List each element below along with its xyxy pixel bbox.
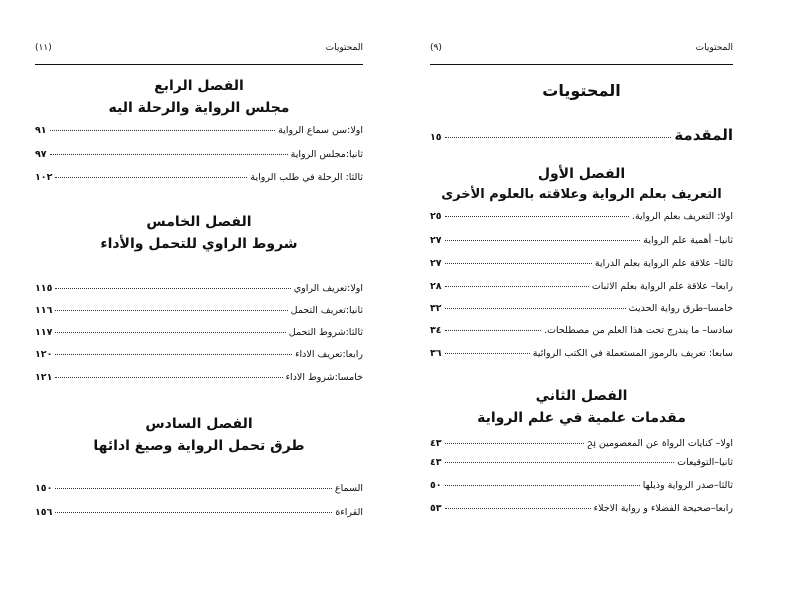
toc-entry[interactable] bbox=[35, 305, 363, 319]
dot-leader bbox=[445, 137, 672, 138]
toc-entry[interactable] bbox=[430, 434, 733, 448]
toc-entry[interactable] bbox=[35, 125, 363, 139]
dot-leader bbox=[55, 488, 332, 489]
toc-entry[interactable] bbox=[430, 258, 733, 272]
left-page bbox=[35, 0, 363, 602]
toc-entry[interactable] bbox=[35, 372, 363, 386]
page-header bbox=[430, 43, 733, 57]
toc-entry-introduction[interactable] bbox=[430, 126, 733, 146]
entry-page: ٣٦ bbox=[430, 348, 442, 359]
entry-page: ٥٣ bbox=[430, 503, 442, 514]
page-title: المحتويات bbox=[542, 81, 621, 100]
dot-leader bbox=[445, 308, 626, 309]
chapter-subtitle: مجلس الرواية والرحلة اليه bbox=[108, 100, 290, 116]
entry-page: ١٥ bbox=[430, 132, 442, 143]
chapter-subtitle: شروط الراوي للتحمل والأداء bbox=[100, 236, 298, 252]
dot-leader bbox=[55, 377, 282, 378]
dot-leader bbox=[55, 354, 292, 355]
entry-label: القراءة bbox=[335, 507, 363, 518]
entry-page: ١٢٠ bbox=[35, 349, 53, 360]
toc-entry[interactable] bbox=[35, 349, 363, 363]
dot-leader bbox=[445, 485, 640, 486]
entry-page: ٩٧ bbox=[35, 149, 47, 160]
dot-leader bbox=[445, 286, 589, 287]
entry-page: ٢٧ bbox=[430, 235, 442, 246]
header-rule bbox=[430, 64, 733, 65]
entry-page: ٢٨ bbox=[430, 281, 442, 292]
chapter-heading: الفصل الرابع bbox=[154, 78, 244, 94]
entry-label: ثانيا:تعريف التحمل bbox=[290, 305, 363, 316]
dot-leader bbox=[55, 177, 247, 178]
toc-entry[interactable] bbox=[35, 483, 363, 497]
entry-page: ١١٥ bbox=[35, 283, 53, 294]
entry-label: رابعا–صحيحة الفضلاء و رواية الاجلاء bbox=[593, 503, 733, 514]
entry-page: ٤٣ bbox=[430, 438, 442, 449]
entry-label: ثالثا:شروط التحمل bbox=[288, 327, 363, 338]
entry-label: اولا: التعريف بعلم الرواية. bbox=[631, 211, 733, 222]
toc-entry[interactable] bbox=[430, 348, 733, 362]
entry-page: ١١٧ bbox=[35, 327, 53, 338]
dot-leader bbox=[55, 310, 287, 311]
entry-page: ١٢١ bbox=[35, 372, 53, 383]
dot-leader bbox=[445, 353, 530, 354]
toc-entry[interactable] bbox=[35, 149, 363, 163]
entry-label: ثانيا–التوقيعات bbox=[677, 457, 733, 468]
header-rule bbox=[35, 64, 363, 65]
entry-page: ٣٤ bbox=[430, 325, 442, 336]
entry-page: ٤٣ bbox=[430, 457, 442, 468]
entry-label: سادسا– ما يندرج تحت هذا العلم من مصطلحات. bbox=[544, 325, 733, 336]
entry-label: اولا– كنايات الرواة عن المعصومين ﰆ bbox=[587, 438, 733, 449]
chapter-subtitle: التعريف بعلم الرواية وعلاقته بالعلوم الأخرى bbox=[441, 187, 722, 202]
entry-page: ٣٢ bbox=[430, 303, 442, 314]
entry-label: رابعا:تعريف الاداء bbox=[295, 349, 363, 360]
chapter-subtitle: طرق تحمل الرواية وصيغ ادائها bbox=[93, 438, 305, 454]
entry-page: ٢٥ bbox=[430, 211, 442, 222]
toc-entry[interactable] bbox=[35, 283, 363, 297]
toc-entry[interactable] bbox=[35, 172, 363, 186]
page-number: (١١) bbox=[35, 43, 52, 53]
dot-leader bbox=[445, 240, 641, 241]
entry-label: ثانيا:مجلس الرواية bbox=[290, 149, 363, 160]
running-title: المحتويات bbox=[695, 43, 733, 53]
entry-page: ١٥٠ bbox=[35, 483, 53, 494]
toc-entry[interactable] bbox=[430, 480, 733, 494]
entry-label: اولا:تعريف الراوي bbox=[293, 283, 363, 294]
dot-leader bbox=[50, 154, 288, 155]
chapter-heading: الفصل الثاني bbox=[535, 388, 628, 404]
entry-label: ثالثا–صدر الرواية وذيلها bbox=[642, 480, 733, 491]
dot-leader bbox=[55, 288, 290, 289]
chapter-heading: الفصل السادس bbox=[145, 416, 253, 432]
toc-entry[interactable] bbox=[430, 303, 733, 317]
dot-leader bbox=[445, 263, 592, 264]
entry-label: خامسا:شروط الاداء bbox=[285, 372, 363, 383]
entry-label: السماع bbox=[334, 483, 363, 494]
entry-page: ١١٦ bbox=[35, 305, 53, 316]
entry-label: ثانيا– أهمية علم الرواية bbox=[643, 235, 733, 246]
entry-label: ثالثا– علاقة علم الرواية بعلم الدراية bbox=[594, 258, 733, 269]
entry-label: المقدمة bbox=[674, 126, 733, 144]
dot-leader bbox=[445, 462, 675, 463]
dot-leader bbox=[55, 512, 332, 513]
toc-entry[interactable] bbox=[430, 235, 733, 249]
page-number: (٩) bbox=[430, 43, 442, 53]
entry-page: ٥٠ bbox=[430, 480, 442, 491]
toc-entry[interactable] bbox=[35, 507, 363, 521]
entry-label: خامسا–طرق رواية الحديث bbox=[628, 303, 733, 314]
toc-entry[interactable] bbox=[430, 211, 733, 225]
dot-leader bbox=[50, 130, 276, 131]
entry-label: سابعا: تعريف بالرموز المستعملة في الكتب الروائية bbox=[532, 348, 733, 359]
chapter-heading: الفصل الأول bbox=[537, 166, 626, 182]
running-title: المحتويات bbox=[325, 43, 363, 53]
entry-page: ٢٧ bbox=[430, 258, 442, 269]
entry-label: اولا:سن سماع الرواية bbox=[278, 125, 363, 136]
entry-page: ٩١ bbox=[35, 125, 47, 136]
toc-entry[interactable] bbox=[430, 281, 733, 295]
toc-entry[interactable] bbox=[430, 325, 733, 339]
entry-label: رابعا– علاقة علم الرواية بعلم الاثبات bbox=[591, 281, 733, 292]
toc-entry[interactable] bbox=[430, 503, 733, 517]
entry-page: ١٥٦ bbox=[35, 507, 53, 518]
toc-entry[interactable] bbox=[430, 457, 733, 471]
dot-leader bbox=[445, 508, 591, 509]
chapter-subtitle: مقدمات علمية في علم الرواية bbox=[477, 410, 686, 426]
toc-entry[interactable] bbox=[35, 327, 363, 341]
entry-label: ثالثا: الرحلة في طلب الرواية bbox=[250, 172, 363, 183]
dot-leader bbox=[55, 332, 285, 333]
entry-page: ١٠٢ bbox=[35, 172, 53, 183]
page-header bbox=[35, 43, 363, 57]
dot-leader bbox=[445, 330, 541, 331]
right-page bbox=[430, 0, 733, 602]
chapter-heading: الفصل الخامس bbox=[146, 214, 252, 230]
dot-leader bbox=[445, 216, 629, 217]
dot-leader bbox=[445, 443, 585, 444]
